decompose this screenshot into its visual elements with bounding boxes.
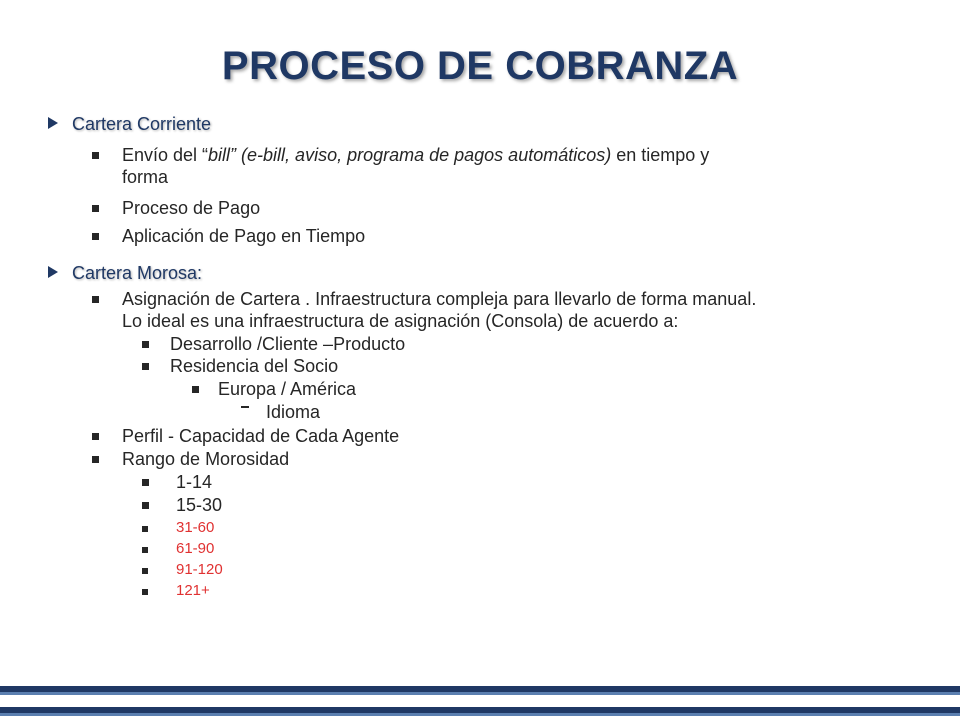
list-item-asignacion-line2: Lo ideal es una infraestructura de asignación (Consola) de acuerdo a: (122, 311, 679, 331)
arrow-bullet-icon (48, 266, 58, 278)
square-bullet-icon (142, 479, 149, 486)
arrow-bullet-icon (48, 117, 58, 129)
envio-text-pre: Envío del “ (122, 145, 209, 165)
slide-title: PROCESO DE COBRANZA (221, 44, 739, 88)
sub-item-residencia: Residencia del Socio (170, 356, 339, 376)
list-item-envio-line2: forma (122, 167, 169, 187)
sub-item-desarrollo: Desarrollo /Cliente –Producto (170, 334, 406, 354)
section-heading-cartera-corriente: Cartera Corriente (72, 114, 212, 134)
range-item-91-120: 91-120 (176, 561, 223, 578)
dash-item-idioma: Idioma (266, 402, 321, 422)
square-bullet-icon (142, 502, 149, 509)
sub-sub-item-europa-america: Europa / América (218, 379, 357, 399)
square-bullet-icon (142, 547, 148, 553)
list-item-perfil: Perfil - Capacidad de Cada Agente (122, 426, 400, 446)
square-bullet-icon (142, 363, 149, 370)
envio-text-post: en tiempo y (611, 145, 710, 165)
envio-text-italic: bill” (e-bill, aviso, programa de pagos automáticos) (208, 145, 612, 165)
square-bullet-icon (92, 152, 99, 159)
square-bullet-icon (92, 456, 99, 463)
range-item-1-14: 1-14 (176, 472, 213, 492)
list-item-proceso-de-pago: Proceso de Pago (122, 198, 261, 218)
dash-bullet-icon (241, 406, 249, 408)
square-bullet-icon (92, 433, 99, 440)
square-bullet-icon (192, 386, 199, 393)
footer-stripe-light-top (0, 692, 960, 695)
list-item-asignacion-line1: Asignación de Cartera . Infraestructura compleja para llevarlo de forma manual. (122, 289, 757, 309)
square-bullet-icon (92, 205, 99, 212)
range-item-15-30: 15-30 (176, 495, 223, 515)
range-item-61-90: 61-90 (176, 540, 215, 557)
list-item-aplicacion-de-pago: Aplicación de Pago en Tiempo (122, 226, 366, 246)
square-bullet-icon (142, 341, 149, 348)
square-bullet-icon (142, 568, 148, 574)
square-bullet-icon (142, 589, 148, 595)
list-item-rango-de-morosidad: Rango de Morosidad (122, 449, 290, 469)
square-bullet-icon (142, 526, 148, 532)
range-item-31-60: 31-60 (176, 519, 215, 536)
section-heading-cartera-morosa: Cartera Morosa: (72, 263, 203, 283)
square-bullet-icon (92, 296, 99, 303)
square-bullet-icon (92, 233, 99, 240)
footer-stripe-light-bottom (0, 713, 960, 716)
list-item-envio (122, 146, 709, 166)
range-item-121-plus: 121+ (176, 582, 210, 599)
